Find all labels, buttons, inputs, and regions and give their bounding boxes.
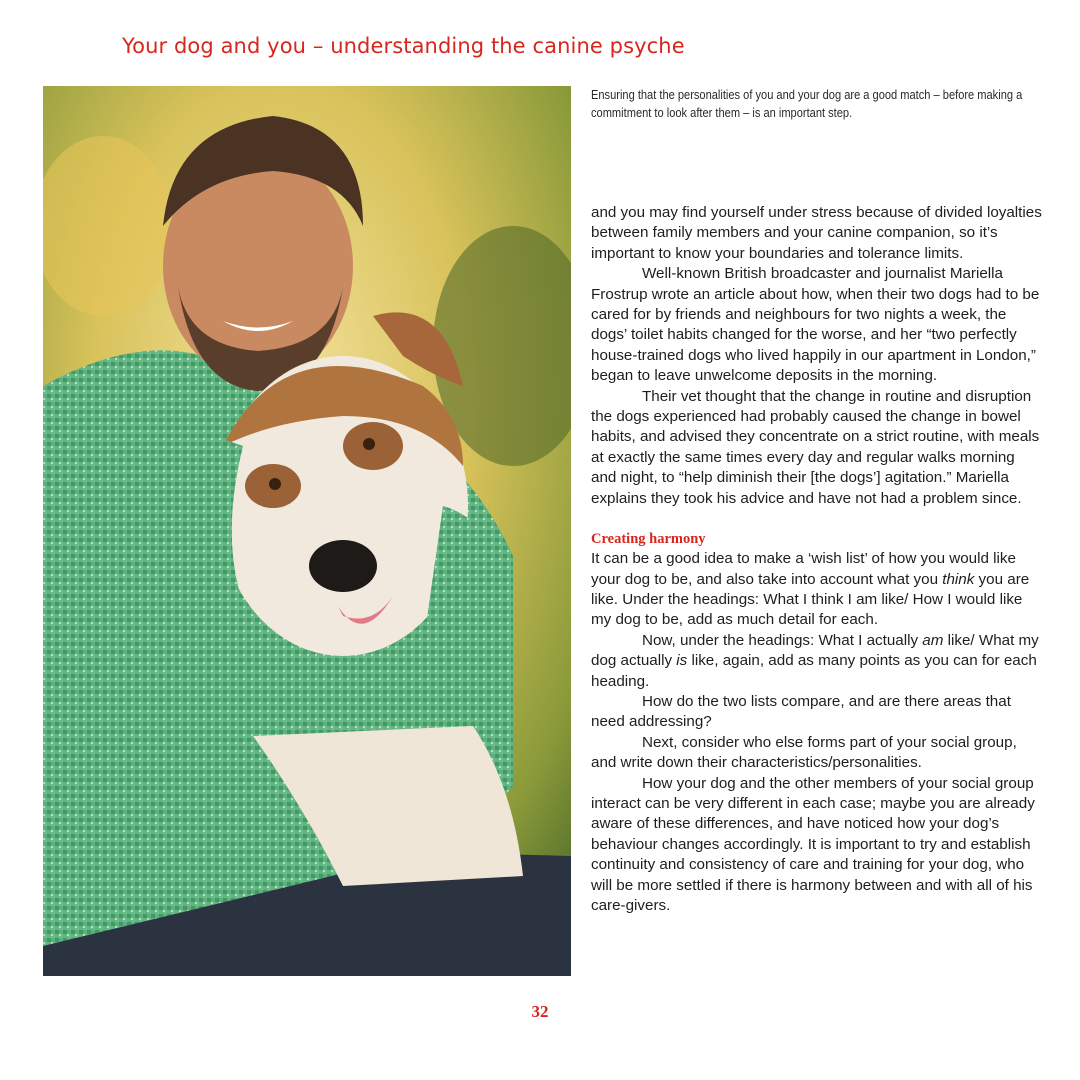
man-hugging-dog-image	[43, 86, 571, 976]
paragraph: Next, consider who else forms part of your social group, and write down their characteristics/personalities.	[591, 733, 1017, 772]
page-number: 32	[531, 1002, 549, 1021]
page-title: Your dog and you – understanding the canine psyche	[122, 34, 685, 58]
paragraph: How do the two lists compare, and are there areas that need addressing?	[591, 692, 1011, 731]
paragraph: Now, under the headings: What I actually am like/ What my dog actually is like, again, add as many points as you can for each heading.	[591, 631, 1039, 690]
paragraph: It can be a good idea to make a ‘wish list’ of how you would like your dog to be, and also take into account what you think you are like. Under the headings: What I think I am like/ How I would like my dog to be, add as much detail for each.	[591, 550, 1030, 629]
paragraph: How your dog and the other members of your social group interact can be very different in each case; maybe you are already aware of these differences, and have noticed how your dog’s behaviour changes accordingly. It is important to try and establish continuity and consistency of care and training for your dog, who will be more settled if there is harmony between and with all of his care-givers.	[591, 774, 1035, 914]
article-body	[591, 203, 1043, 916]
paragraph: Well-known British broadcaster and journalist Mariella Frostrup wrote an article about how, when their two dogs had to be cared for by friends and neighbours for two nights a week, the dogs’ toilet habits changed for the worse, and her “two perfectly house-trained dogs who lived happily in our apartment in London,” began to leave unwelcome deposits in the morning.	[591, 265, 1040, 385]
section-heading: Creating harmony	[591, 531, 706, 548]
paragraph: Their vet thought that the change in routine and disruption the dogs experienced had probably caused the change in bowel habits, and advised they concentrate on a strict routine, with meals at exactly the same times every day and regular walks morning and night, to “help diminish their [the dogs’] agitation.” Mariella explains they took his advice and have not had a problem since.	[591, 387, 1040, 507]
photo	[43, 86, 571, 976]
paragraph: and you may find yourself under stress because of divided loyalties between family members and your canine companion, so it’s important to know your boundaries and tolerance limits.	[591, 204, 1042, 262]
photo-caption: Ensuring that the personalities of you and your dog are a good match – before making a commitment to look after them – is an important step.	[591, 88, 1023, 120]
